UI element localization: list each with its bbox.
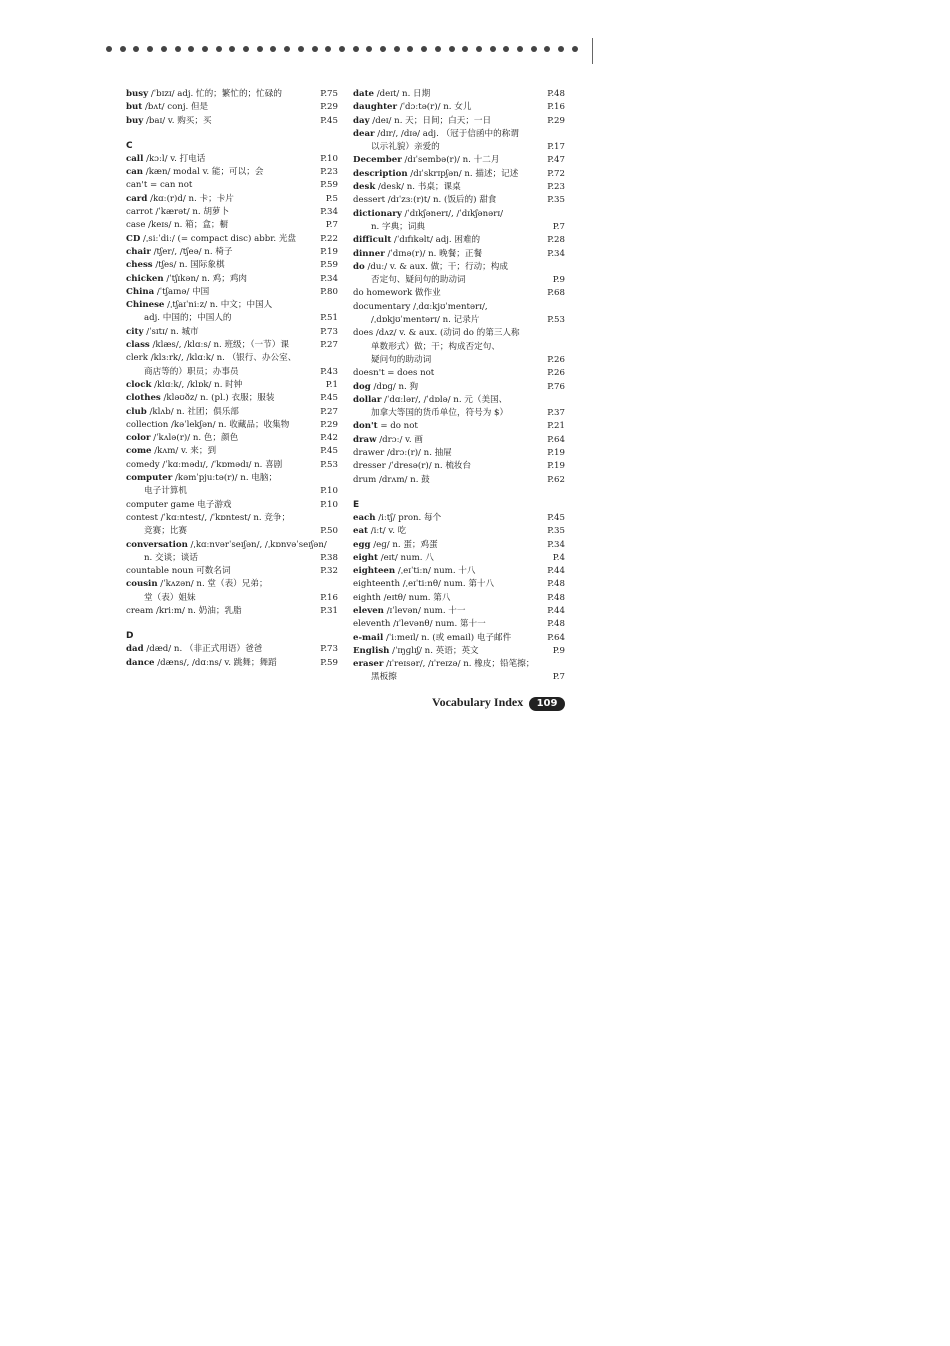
entry-text: countable noun 可数名词 (126, 566, 231, 577)
entry-page-ref: P.29 (320, 102, 338, 113)
dot (490, 46, 496, 52)
entry-text: cousin /ˈkʌzən/ n. 堂（表）兄弟； (126, 579, 268, 590)
entry-page-ref: P.72 (547, 168, 565, 179)
dot (462, 46, 468, 52)
dot (572, 46, 578, 52)
entry-page-ref: P.48 (547, 592, 565, 603)
entry-page-ref: P.17 (547, 142, 565, 153)
entry-page-ref: P.48 (547, 619, 565, 630)
vocabulary-entry (126, 299, 338, 326)
entry-page-ref: P.34 (547, 248, 565, 259)
entry-page-ref: P.23 (547, 182, 565, 193)
vocabulary-entry (126, 459, 338, 472)
entry-page-ref: P.62 (547, 474, 565, 485)
entry-page-ref: P.53 (547, 315, 565, 326)
vocabulary-entry (126, 539, 338, 566)
entry-page-ref: P.5 (325, 193, 338, 204)
entry-text: do homework 做作业 (353, 288, 441, 299)
entry-text: chess /tʃes/ n. 国际象棋 (126, 260, 225, 271)
entry-text: but /bʌt/ conj. 但是 (126, 102, 209, 113)
entry-text: computer /kəmˈpjuːtə(r)/ n. 电脑； (126, 473, 278, 484)
entry-text: don't = do not (353, 421, 418, 432)
entry-page-ref: P.7 (552, 221, 565, 232)
vocabulary-entry (353, 512, 565, 525)
vocabulary-entry (126, 273, 338, 286)
entry-page-ref: P.31 (320, 605, 338, 616)
entry-text: egg /eɡ/ n. 蛋；鸡蛋 (353, 539, 438, 550)
entry-continuation: 黑板擦 (371, 672, 397, 683)
entry-continuation: 商店等的）职员；办事员 (144, 366, 239, 377)
entry-page-ref: P.29 (320, 419, 338, 430)
vocabulary-entry (126, 179, 338, 192)
entry-page-ref: P.35 (547, 526, 565, 537)
vocabulary-entry (126, 406, 338, 419)
dot (503, 46, 509, 52)
entry-text: dollar /ˈdɑːlər/, /ˈdɒlə/ n. 元（美国、 (353, 394, 508, 405)
vocabulary-entry (126, 286, 338, 299)
entry-page-ref: P.35 (547, 195, 565, 206)
dot (407, 46, 413, 52)
dot (312, 46, 318, 52)
entry-text: conversation /ˌkɑːnvərˈseɪʃən/, /ˌkɒnvəˈseɪʃən/ (126, 539, 327, 550)
entry-continuation: 加拿大等国的货币单位，符号为 $） (371, 408, 509, 419)
dot (421, 46, 427, 52)
entry-page-ref: P.1 (325, 379, 338, 390)
vocabulary-entry (126, 499, 338, 512)
vocabulary-entry (353, 248, 565, 261)
entry-text: computer game 电子游戏 (126, 499, 232, 510)
entry-page-ref: P.19 (547, 461, 565, 472)
vocabulary-entry (353, 618, 565, 631)
entry-page-ref: P.26 (547, 368, 565, 379)
entry-text: dresser /ˈdresə(r)/ n. 梳妆台 (353, 461, 472, 472)
entry-page-ref: P.16 (320, 592, 338, 603)
entry-text: dance /dæns/, /dɑːns/ v. 跳舞；舞蹈 (126, 657, 277, 668)
dot (558, 46, 564, 52)
entry-page-ref: P.22 (320, 233, 338, 244)
entry-text: daughter /ˈdɔːtə(r)/ n. 女儿 (353, 102, 472, 113)
entry-text: China /ˈtʃaɪnə/ 中国 (126, 286, 210, 297)
vocabulary-entry (126, 379, 338, 392)
dot (284, 46, 290, 52)
entry-page-ref: P.19 (320, 246, 338, 257)
entry-text: dear /dɪr/, /dɪə/ adj. （冠于信函中的称谓 (353, 128, 519, 139)
entry-page-ref: P.48 (547, 579, 565, 590)
entry-page-ref: P.10 (320, 153, 338, 164)
entry-page-ref: P.26 (547, 354, 565, 365)
entry-text: chicken /ˈtʃɪkən/ n. 鸡；鸡肉 (126, 273, 248, 284)
vocabulary-entry (126, 153, 338, 166)
entry-page-ref: P.37 (547, 408, 565, 419)
entry-page-ref: P.10 (320, 499, 338, 510)
entry-text: contest /ˈkɑːntest/, /ˈkɒntest/ n. 竞争； (126, 512, 291, 523)
vocabulary-entry (353, 539, 565, 552)
entry-page-ref: P.47 (547, 155, 565, 166)
entry-text: clerk /klɜːrk/, /klɑːk/ n. （银行、办公室、 (126, 353, 297, 364)
dot (380, 46, 386, 52)
entry-text: eleven /ɪˈlevən/ num. 十一 (353, 605, 466, 616)
vocabulary-entry (126, 472, 338, 499)
vocabulary-entry (353, 88, 565, 101)
entry-text: difficult /ˈdɪfɪkəlt/ adj. 困难的 (353, 235, 481, 246)
entry-text: can /kæn/ modal v. 能；可以；会 (126, 167, 264, 178)
entry-text: class /klæs/, /klɑːs/ n. 班级；（一节）课 (126, 340, 289, 351)
entry-text: day /deɪ/ n. 天；日间；白天；一日 (353, 115, 492, 126)
dot (216, 46, 222, 52)
vocabulary-entry (126, 605, 338, 618)
entry-text: dinner /ˈdɪnə(r)/ n. 晚餐；正餐 (353, 248, 483, 259)
entry-text: date /deɪt/ n. 日期 (353, 89, 431, 99)
entry-page-ref: P.34 (320, 273, 338, 284)
vocabulary-entry (353, 447, 565, 460)
entry-page-ref: P.75 (320, 89, 338, 99)
entry-text: drawer /drɔː(r)/ n. 抽屉 (353, 448, 452, 459)
vocabulary-entry (126, 578, 338, 605)
vocabulary-entry (353, 394, 565, 421)
entry-text: club /klʌb/ n. 社团；俱乐部 (126, 406, 239, 417)
entry-text: eraser /ɪˈreɪsər/, /ɪˈreɪzə/ n. 橡皮；铅笔擦； (353, 659, 535, 670)
entry-page-ref: P.59 (320, 180, 338, 191)
entry-page-ref: P.7 (325, 220, 338, 231)
entry-text: carrot /ˈkærət/ n. 胡萝卜 (126, 207, 230, 218)
vocabulary-entry (126, 339, 338, 352)
entry-text: eleventh /ɪˈlevənθ/ num. 第十一 (353, 619, 486, 630)
dot (202, 46, 208, 52)
entry-text: chair /tʃer/, /tʃeə/ n. 椅子 (126, 246, 233, 257)
vocabulary-entry (353, 592, 565, 605)
vocabulary-entry (353, 525, 565, 538)
entry-continuation: 单数形式）做；干；构成否定句、 (371, 341, 500, 352)
entry-page-ref: P.10 (320, 486, 338, 497)
entry-text: comedy /ˈkɑːmədɪ/, /ˈkɒmədɪ/ n. 喜剧 (126, 459, 283, 470)
page-number-badge: 109 (529, 697, 565, 711)
vocabulary-entry (353, 632, 565, 645)
entry-page-ref: P.45 (320, 393, 338, 404)
vocabulary-entry (126, 565, 338, 578)
entry-page-ref: P.34 (547, 539, 565, 550)
decorative-dot-border (106, 42, 586, 56)
entry-continuation: 电子计算机 (144, 486, 187, 497)
entry-text: collection /kəˈlekʃən/ n. 收藏品；收集物 (126, 419, 290, 430)
vocabulary-entry (353, 434, 565, 447)
entry-page-ref: P.44 (547, 566, 565, 577)
entry-text: city /ˈsɪtɪ/ n. 城市 (126, 326, 199, 337)
entry-page-ref: P.59 (320, 657, 338, 668)
vocabulary-entry (353, 605, 565, 618)
entry-page-ref: P.27 (320, 406, 338, 417)
entry-text: documentary /ˌdɑːkjʊˈmentərɪ/, (353, 301, 488, 312)
vocabulary-entry (126, 392, 338, 405)
dot (325, 46, 331, 52)
vocabulary-entry (126, 352, 338, 379)
entry-page-ref: P.16 (547, 102, 565, 113)
entry-page-ref: P.9 (552, 275, 565, 286)
dot (531, 46, 537, 52)
entry-page-ref: P.27 (320, 340, 338, 351)
vocabulary-entry (353, 181, 565, 194)
entry-continuation: 否定句、疑问句的助动词 (371, 275, 466, 286)
entry-text: eighth /eɪtθ/ num. 第八 (353, 592, 451, 603)
entry-text: December /dɪˈsembə(r)/ n. 十二月 (353, 155, 500, 166)
entry-page-ref: P.43 (320, 366, 338, 377)
entry-text: dessert /dɪˈzɜː(r)t/ n. (饭后的) 甜食 (353, 195, 497, 206)
entry-text: eight /eɪt/ num. 八 (353, 552, 434, 563)
vocabulary-entry (353, 168, 565, 181)
entry-page-ref: P.7 (552, 672, 565, 683)
dot (229, 46, 235, 52)
entry-page-ref: P.42 (320, 433, 338, 444)
vocabulary-entry (353, 460, 565, 473)
entry-text: eighteen /ˌeɪˈtiːn/ num. 十八 (353, 566, 476, 577)
entry-page-ref: P.32 (320, 566, 338, 577)
vocabulary-entry (353, 658, 565, 685)
entry-page-ref: P.44 (547, 605, 565, 616)
dot (449, 46, 455, 52)
vocabulary-entry (353, 194, 565, 207)
entry-page-ref: P.21 (547, 421, 565, 432)
entry-page-ref: P.45 (320, 446, 338, 457)
dot (517, 46, 523, 52)
entry-text: CD /ˌsiːˈdiː/ (= compact disc) abbr. 光盘 (126, 233, 297, 244)
entry-text: dictionary /ˈdɪkʃənerɪ/, /ˈdɪkʃənərɪ/ (353, 208, 504, 219)
vocabulary-entry (126, 193, 338, 206)
entry-text: desk /desk/ n. 书桌；课桌 (353, 182, 461, 193)
vocabulary-entry (353, 128, 565, 155)
entry-text: description /dɪˈskrɪpʃən/ n. 描述；记述 (353, 168, 519, 179)
dot (120, 46, 126, 52)
entry-text: dad /dæd/ n. （非正式用语）爸爸 (126, 644, 263, 655)
entry-text: doesn't = does not (353, 368, 435, 379)
entry-page-ref: P.28 (547, 235, 565, 246)
entry-continuation: n. 字典；词典 (371, 221, 425, 232)
dot (188, 46, 194, 52)
entry-page-ref: P.29 (547, 115, 565, 126)
vocabulary-entry (126, 166, 338, 179)
entry-text: Chinese /ˌtʃaɪˈniːz/ n. 中文；中国人 (126, 300, 273, 311)
vocabulary-column-left (126, 88, 338, 670)
entry-page-ref: P.45 (547, 512, 565, 523)
entry-page-ref: P.59 (320, 260, 338, 271)
vocabulary-entry (126, 246, 338, 259)
entry-text: does /dʌz/ v. & aux. (动词 do 的第三人称 (353, 328, 520, 339)
entry-text: eighteenth /ˌeɪˈtiːnθ/ num. 第十八 (353, 579, 495, 590)
entry-page-ref: P.48 (547, 89, 565, 99)
section-letter: D (126, 631, 134, 642)
entry-page-ref: P.80 (320, 286, 338, 297)
entry-page-ref: P.73 (320, 644, 338, 655)
vocabulary-entry (353, 101, 565, 114)
entry-page-ref: P.19 (547, 448, 565, 459)
entry-text: clothes /kləʊðz/ n. (pl.) 衣服；服装 (126, 393, 275, 404)
entry-text: eat /iːt/ v. 吃 (353, 526, 407, 537)
section-letter: E (353, 499, 360, 510)
entry-text: English /ˈɪŋɡlɪʃ/ n. 英语；英文 (353, 645, 479, 656)
vocabulary-entry (126, 206, 338, 219)
entry-text: color /ˈkʌlə(r)/ n. 色；颜色 (126, 433, 239, 444)
entry-page-ref: P.38 (320, 552, 338, 563)
vocabulary-entry (126, 259, 338, 272)
dot (298, 46, 304, 52)
vocabulary-column-right (353, 88, 565, 685)
dot (257, 46, 263, 52)
vocabulary-entry (353, 301, 565, 328)
entry-text: each /iːtʃ/ pron. 每个 (353, 512, 442, 523)
dot (175, 46, 181, 52)
entry-text: card /kɑː(r)d/ n. 卡；卡片 (126, 193, 234, 204)
entry-continuation: 堂（表）姐妹 (144, 592, 196, 603)
entry-continuation: /ˌdɒkjʊˈmentərɪ/ n. 记录片 (371, 315, 480, 326)
vocabulary-entry (126, 101, 338, 114)
vocabulary-entry (126, 326, 338, 339)
entry-page-ref: P.53 (320, 459, 338, 470)
entry-text: case /keɪs/ n. 箱；盒；橱 (126, 220, 229, 231)
vocabulary-entry (126, 512, 338, 539)
entry-text: dog /dɒɡ/ n. 狗 (353, 381, 419, 392)
vocabulary-entry (353, 154, 565, 167)
entry-page-ref: P.73 (320, 326, 338, 337)
vocabulary-entry (126, 445, 338, 458)
entry-continuation: 疑问句的助动词 (371, 354, 432, 365)
dot (394, 46, 400, 52)
entry-text: e-mail /ˈiːmeɪl/ n. (或 email) 电子邮件 (353, 632, 512, 643)
vocabulary-entry (353, 474, 565, 487)
dot (161, 46, 167, 52)
entry-text: buy /baɪ/ v. 购买；买 (126, 115, 212, 126)
vocabulary-entry (353, 578, 565, 591)
vocabulary-entry (126, 432, 338, 445)
vocabulary-entry (353, 208, 565, 235)
entry-text: do /duː/ v. & aux. 做；干；行动；构成 (353, 261, 508, 272)
dot (147, 46, 153, 52)
entry-page-ref: P.64 (547, 632, 565, 643)
vocabulary-entry (353, 261, 565, 288)
dot (133, 46, 139, 52)
entry-continuation: 以示礼貌）亲爱的 (371, 142, 440, 153)
vocabulary-entry (353, 367, 565, 380)
dot (435, 46, 441, 52)
footer-label: Vocabulary Index (432, 695, 524, 709)
entry-page-ref: P.50 (320, 526, 338, 537)
entry-text: can't = can not (126, 180, 193, 191)
vocabulary-entry (126, 219, 338, 232)
vocabulary-entry (353, 420, 565, 433)
entry-text: drum /drʌm/ n. 鼓 (353, 474, 430, 485)
dot (243, 46, 249, 52)
dot (106, 46, 112, 52)
entry-page-ref: P.23 (320, 167, 338, 178)
dot (353, 46, 359, 52)
vocabulary-entry (126, 115, 338, 128)
margin-rule (592, 38, 593, 64)
entry-page-ref: P.9 (552, 645, 565, 656)
entry-continuation: 竞赛；比赛 (144, 526, 187, 537)
entry-text: come /kʌm/ v. 来；到 (126, 446, 217, 457)
entry-text: call /kɔːl/ v. 打电话 (126, 153, 206, 164)
vocabulary-entry (353, 327, 565, 367)
dot (544, 46, 550, 52)
vocabulary-entry (126, 88, 338, 101)
entry-page-ref: P.64 (547, 434, 565, 445)
dot (270, 46, 276, 52)
vocabulary-entry (126, 419, 338, 432)
entry-text: draw /drɔː/ v. 画 (353, 434, 423, 445)
entry-text: clock /klɑːk/, /klɒk/ n. 时钟 (126, 379, 243, 390)
entry-page-ref: P.76 (547, 381, 565, 392)
vocabulary-entry (353, 287, 565, 300)
vocabulary-entry (353, 234, 565, 247)
entry-text: cream /kriːm/ n. 奶油；乳脂 (126, 605, 242, 616)
entry-page-ref: P.34 (320, 207, 338, 218)
vocabulary-entry (353, 565, 565, 578)
vocabulary-entry (353, 645, 565, 658)
entry-text: busy /ˈbɪzɪ/ adj. 忙的；繁忙的；忙碌的 (126, 89, 282, 99)
dot (476, 46, 482, 52)
entry-page-ref: P.68 (547, 288, 565, 299)
entry-page-ref: P.45 (320, 115, 338, 126)
entry-continuation: adj. 中国的；中国人的 (144, 313, 232, 324)
dot (339, 46, 345, 52)
vocabulary-entry (353, 552, 565, 565)
vocabulary-entry (126, 657, 338, 670)
vocabulary-entry (126, 643, 338, 656)
vocabulary-entry (126, 233, 338, 246)
section-letter: C (126, 140, 133, 151)
entry-page-ref: P.4 (552, 552, 565, 563)
dot (366, 46, 372, 52)
vocabulary-entry (353, 115, 565, 128)
entry-page-ref: P.51 (320, 313, 338, 324)
entry-continuation: n. 交谈；谈话 (144, 552, 198, 563)
vocabulary-entry (353, 381, 565, 394)
